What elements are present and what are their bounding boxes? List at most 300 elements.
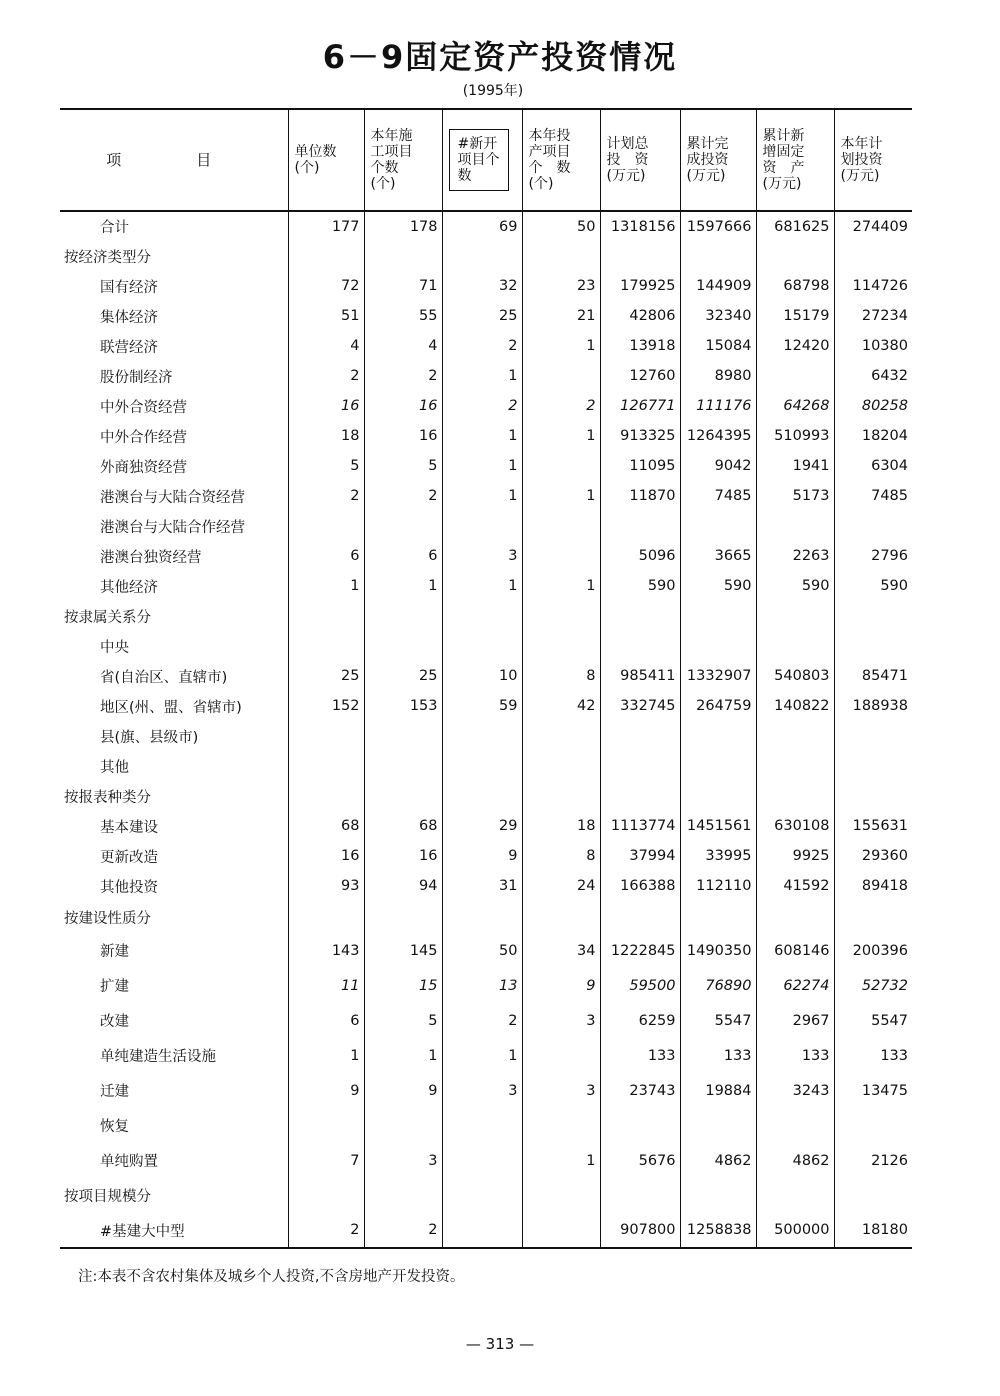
- row-label: 省(自治区、直辖市): [100, 669, 228, 686]
- cell-26-0: 6: [288, 1003, 364, 1038]
- row-label: 国有经济: [100, 279, 158, 296]
- cell-31-7: [834, 1178, 912, 1213]
- table-row: [60, 331, 912, 361]
- column-header-8: 本年计 划投资 (万元): [834, 109, 912, 211]
- cell-15-0: 25: [288, 661, 364, 691]
- cell-27-5: 133: [680, 1038, 756, 1073]
- cell-25-6: 62274: [756, 968, 834, 1003]
- cell-30-2: [442, 1143, 522, 1178]
- row-label: 股份制经济: [100, 369, 173, 386]
- cell-3-3: 21: [522, 301, 600, 331]
- cell-22-5: 112110: [680, 871, 756, 901]
- cell-25-4: 59500: [600, 968, 680, 1003]
- cell-24-7: 200396: [834, 933, 912, 968]
- cell-25-0: 11: [288, 968, 364, 1003]
- cell-19-5: [680, 781, 756, 811]
- row-label: #基建大中型: [60, 1213, 288, 1248]
- cell-31-1: [364, 1178, 442, 1213]
- cell-1-0: [288, 241, 364, 271]
- cell-21-0: 16: [288, 841, 364, 871]
- row-label: 改建: [100, 1014, 129, 1030]
- row-label: 单纯建造生活设施: [100, 1049, 216, 1065]
- page-number: — 313 —: [465, 1335, 535, 1353]
- cell-0-4: 1318156: [600, 211, 680, 241]
- table-row: [60, 1143, 912, 1178]
- cell-10-5: [680, 511, 756, 541]
- cell-30-3: 1: [522, 1143, 600, 1178]
- cell-16-1: 153: [364, 691, 442, 721]
- cell-31-4: [600, 1178, 680, 1213]
- cell-16-7: 188938: [834, 691, 912, 721]
- row-label: 按隶属关系分: [64, 609, 151, 626]
- cell-13-4: [600, 601, 680, 631]
- table-row: [60, 361, 912, 391]
- row-label: 港澳台独资经营: [100, 549, 202, 566]
- cell-17-2: [442, 721, 522, 751]
- cell-13-2: [442, 601, 522, 631]
- cell-5-2: 1: [442, 361, 522, 391]
- cell-9-5: 7485: [680, 481, 756, 511]
- cell-6-6: 64268: [756, 391, 834, 421]
- column-header-7: 累计新 增固定 资 产 (万元): [756, 109, 834, 211]
- cell-26-6: 2967: [756, 1003, 834, 1038]
- cell-1-4: [600, 241, 680, 271]
- cell-6-5: 111176: [680, 391, 756, 421]
- cell-2-3: 23: [522, 271, 600, 301]
- table-row: [60, 271, 912, 301]
- cell-24-5: 1490350: [680, 933, 756, 968]
- cell-10-2: [442, 511, 522, 541]
- cell-3-7: 27234: [834, 301, 912, 331]
- cell-28-4: 23743: [600, 1073, 680, 1108]
- cell-10-3: [522, 511, 600, 541]
- cell-6-2: 2: [442, 391, 522, 421]
- table-row: [60, 481, 912, 511]
- new-projects-header-box: #新开 项目个 数: [449, 129, 509, 191]
- cell-2-4: 179925: [600, 271, 680, 301]
- table-row: [60, 631, 912, 661]
- cell-9-2: 1: [442, 481, 522, 511]
- table-row: [60, 751, 912, 781]
- cell-8-7: 6304: [834, 451, 912, 481]
- cell-0-1: 178: [364, 211, 442, 241]
- cell-9-7: 7485: [834, 481, 912, 511]
- row-label: 基本建设: [100, 819, 158, 836]
- cell-17-6: [756, 721, 834, 751]
- cell-29-4: [600, 1108, 680, 1143]
- cell-0-0: 177: [288, 211, 364, 241]
- cell-28-6: 3243: [756, 1073, 834, 1108]
- cell-9-0: 2: [288, 481, 364, 511]
- row-label: 港澳台与大陆合资经营: [100, 489, 245, 506]
- cell-2-1: 71: [364, 271, 442, 301]
- table-row: [60, 1213, 912, 1248]
- cell-29-7: [834, 1108, 912, 1143]
- cell-30-4: 5676: [600, 1143, 680, 1178]
- cell-17-7: [834, 721, 912, 751]
- cell-32-5: 1258838: [680, 1213, 756, 1248]
- cell-4-6: 12420: [756, 331, 834, 361]
- row-label: 港澳台与大陆合作经营: [100, 519, 245, 536]
- cell-27-1: 1: [364, 1038, 442, 1073]
- cell-18-0: [288, 751, 364, 781]
- cell-16-6: 140822: [756, 691, 834, 721]
- cell-27-6: 133: [756, 1038, 834, 1073]
- cell-26-5: 5547: [680, 1003, 756, 1038]
- cell-15-4: 985411: [600, 661, 680, 691]
- cell-27-3: [522, 1038, 600, 1073]
- cell-22-6: 41592: [756, 871, 834, 901]
- cell-11-7: 2796: [834, 541, 912, 571]
- row-label: 其他投资: [100, 879, 158, 896]
- cell-9-6: 5173: [756, 481, 834, 511]
- cell-28-5: 19884: [680, 1073, 756, 1108]
- cell-7-3: 1: [522, 421, 600, 451]
- cell-32-0: 2: [288, 1213, 364, 1248]
- cell-0-2: 69: [442, 211, 522, 241]
- cell-8-3: [522, 451, 600, 481]
- cell-13-0: [288, 601, 364, 631]
- table-row: [60, 211, 912, 241]
- cell-1-7: [834, 241, 912, 271]
- cell-20-3: 18: [522, 811, 600, 841]
- cell-4-1: 4: [364, 331, 442, 361]
- cell-31-3: [522, 1178, 600, 1213]
- cell-29-0: [288, 1108, 364, 1143]
- cell-16-2: 59: [442, 691, 522, 721]
- cell-6-4: 126771: [600, 391, 680, 421]
- cell-11-3: [522, 541, 600, 571]
- row-label: 按报表种类分: [64, 789, 151, 806]
- cell-13-5: [680, 601, 756, 631]
- cell-16-0: 152: [288, 691, 364, 721]
- table-row: [60, 541, 912, 571]
- table-row: [60, 241, 912, 271]
- cell-19-2: [442, 781, 522, 811]
- cell-17-3: [522, 721, 600, 751]
- cell-14-7: [834, 631, 912, 661]
- cell-15-7: 85471: [834, 661, 912, 691]
- cell-8-4: 11095: [600, 451, 680, 481]
- year-subtitle: (1995年): [462, 83, 524, 99]
- cell-21-5: 33995: [680, 841, 756, 871]
- cell-12-5: 590: [680, 571, 756, 601]
- cell-32-7: 18180: [834, 1213, 912, 1248]
- cell-15-2: 10: [442, 661, 522, 691]
- cell-29-6: [756, 1108, 834, 1143]
- cell-32-1: 2: [364, 1213, 442, 1248]
- cell-19-3: [522, 781, 600, 811]
- cell-5-3: [522, 361, 600, 391]
- cell-7-5: 1264395: [680, 421, 756, 451]
- cell-17-0: [288, 721, 364, 751]
- cell-2-2: 32: [442, 271, 522, 301]
- cell-15-5: 1332907: [680, 661, 756, 691]
- cell-29-2: [442, 1108, 522, 1143]
- cell-19-0: [288, 781, 364, 811]
- table-row: [60, 811, 912, 841]
- page-title: 6－9固定资产投资情况: [322, 38, 678, 76]
- row-label: 中外合资经营: [100, 399, 187, 416]
- column-header-4: 本年投 产项目 个 数 (个): [522, 109, 600, 211]
- cell-11-4: 5096: [600, 541, 680, 571]
- table-row: [60, 933, 912, 968]
- table-row: [60, 1108, 912, 1143]
- cell-8-0: 5: [288, 451, 364, 481]
- table-row: [60, 781, 912, 811]
- table-header: [60, 109, 912, 211]
- cell-18-1: [364, 751, 442, 781]
- cell-25-2: 13: [442, 968, 522, 1003]
- cell-17-1: [364, 721, 442, 751]
- cell-18-4: [600, 751, 680, 781]
- cell-14-1: [364, 631, 442, 661]
- cell-9-4: 11870: [600, 481, 680, 511]
- column-header-5: 计划总 投 资 (万元): [600, 109, 680, 211]
- cell-0-3: 50: [522, 211, 600, 241]
- cell-10-6: [756, 511, 834, 541]
- row-label: 中央: [100, 639, 129, 656]
- cell-11-0: 6: [288, 541, 364, 571]
- cell-19-4: [600, 781, 680, 811]
- cell-8-6: 1941: [756, 451, 834, 481]
- cell-7-2: 1: [442, 421, 522, 451]
- cell-26-3: 3: [522, 1003, 600, 1038]
- cell-30-7: 2126: [834, 1143, 912, 1178]
- cell-1-2: [442, 241, 522, 271]
- cell-15-3: 8: [522, 661, 600, 691]
- cell-7-7: 18204: [834, 421, 912, 451]
- cell-4-0: 4: [288, 331, 364, 361]
- cell-1-5: [680, 241, 756, 271]
- cell-21-6: 9925: [756, 841, 834, 871]
- table-row: [60, 301, 912, 331]
- cell-25-5: 76890: [680, 968, 756, 1003]
- cell-28-0: 9: [288, 1073, 364, 1108]
- cell-31-6: [756, 1178, 834, 1213]
- cell-21-3: 8: [522, 841, 600, 871]
- cell-13-6: [756, 601, 834, 631]
- cell-5-7: 6432: [834, 361, 912, 391]
- cell-21-1: 16: [364, 841, 442, 871]
- cell-20-4: 1113774: [600, 811, 680, 841]
- cell-10-7: [834, 511, 912, 541]
- cell-14-2: [442, 631, 522, 661]
- cell-32-2: [442, 1213, 522, 1248]
- cell-21-4: 37994: [600, 841, 680, 871]
- cell-30-1: 3: [364, 1143, 442, 1178]
- cell-0-7: 274409: [834, 211, 912, 241]
- table-row: [60, 661, 912, 691]
- cell-27-4: 133: [600, 1038, 680, 1073]
- cell-22-0: 93: [288, 871, 364, 901]
- cell-5-4: 12760: [600, 361, 680, 391]
- cell-4-3: 1: [522, 331, 600, 361]
- table-row: [60, 721, 912, 751]
- row-label: 按经济类型分: [64, 249, 151, 266]
- cell-8-2: 1: [442, 451, 522, 481]
- cell-32-6: 500000: [756, 1213, 834, 1248]
- cell-23-4: [600, 901, 680, 933]
- cell-30-6: 4862: [756, 1143, 834, 1178]
- cell-6-1: 16: [364, 391, 442, 421]
- cell-3-0: 51: [288, 301, 364, 331]
- cell-24-6: 608146: [756, 933, 834, 968]
- cell-0-6: 681625: [756, 211, 834, 241]
- cell-10-1: [364, 511, 442, 541]
- cell-20-5: 1451561: [680, 811, 756, 841]
- column-header-0: 项 目: [60, 109, 288, 211]
- row-label: 按项目规模分: [64, 1189, 151, 1205]
- cell-22-1: 94: [364, 871, 442, 901]
- cell-19-6: [756, 781, 834, 811]
- cell-30-0: 7: [288, 1143, 364, 1178]
- cell-26-1: 5: [364, 1003, 442, 1038]
- cell-3-4: 42806: [600, 301, 680, 331]
- cell-12-4: 590: [600, 571, 680, 601]
- cell-23-0: [288, 901, 364, 933]
- row-label: 更新改造: [100, 849, 158, 866]
- cell-15-6: 540803: [756, 661, 834, 691]
- cell-7-6: 510993: [756, 421, 834, 451]
- row-label: 其他: [100, 759, 129, 776]
- cell-6-0: 16: [288, 391, 364, 421]
- cell-18-7: [834, 751, 912, 781]
- cell-23-7: [834, 901, 912, 933]
- cell-1-3: [522, 241, 600, 271]
- cell-5-1: 2: [364, 361, 442, 391]
- cell-18-3: [522, 751, 600, 781]
- cell-10-4: [600, 511, 680, 541]
- cell-24-3: 34: [522, 933, 600, 968]
- cell-5-5: 8980: [680, 361, 756, 391]
- table-row: [60, 511, 912, 541]
- cell-14-5: [680, 631, 756, 661]
- row-label: 新建: [100, 944, 129, 960]
- cell-3-5: 32340: [680, 301, 756, 331]
- cell-26-7: 5547: [834, 1003, 912, 1038]
- cell-20-1: 68: [364, 811, 442, 841]
- row-label: 合计: [100, 220, 129, 236]
- cell-27-0: 1: [288, 1038, 364, 1073]
- cell-11-1: 6: [364, 541, 442, 571]
- cell-14-6: [756, 631, 834, 661]
- cell-24-1: 145: [364, 933, 442, 968]
- cell-9-3: 1: [522, 481, 600, 511]
- cell-31-2: [442, 1178, 522, 1213]
- cell-3-1: 55: [364, 301, 442, 331]
- table-row: [60, 841, 912, 871]
- cell-13-3: [522, 601, 600, 631]
- cell-19-7: [834, 781, 912, 811]
- column-header-6: 累计完 成投资 (万元): [680, 109, 756, 211]
- cell-14-0: [288, 631, 364, 661]
- cell-18-5: [680, 751, 756, 781]
- cell-15-1: 25: [364, 661, 442, 691]
- cell-2-0: 72: [288, 271, 364, 301]
- cell-24-4: 1222845: [600, 933, 680, 968]
- cell-16-3: 42: [522, 691, 600, 721]
- cell-25-7: 52732: [834, 968, 912, 1003]
- cell-4-2: 2: [442, 331, 522, 361]
- column-header-1: 单位数 (个): [288, 109, 364, 211]
- cell-3-2: 25: [442, 301, 522, 331]
- table-row: [60, 871, 912, 901]
- cell-11-6: 2263: [756, 541, 834, 571]
- row-label: 集体经济: [100, 309, 158, 326]
- cell-12-3: 1: [522, 571, 600, 601]
- cell-20-7: 155631: [834, 811, 912, 841]
- row-label: 扩建: [100, 979, 129, 995]
- cell-16-5: 264759: [680, 691, 756, 721]
- table-row: [60, 1178, 912, 1213]
- column-header-3: [442, 109, 522, 211]
- row-label: 迁建: [100, 1084, 129, 1100]
- cell-14-3: [522, 631, 600, 661]
- cell-1-6: [756, 241, 834, 271]
- cell-8-1: 5: [364, 451, 442, 481]
- investment-table: [60, 108, 912, 1249]
- cell-13-1: [364, 601, 442, 631]
- cell-23-6: [756, 901, 834, 933]
- table-row: [60, 1073, 912, 1108]
- cell-12-6: 590: [756, 571, 834, 601]
- cell-2-6: 68798: [756, 271, 834, 301]
- cell-23-2: [442, 901, 522, 933]
- cell-24-0: 143: [288, 933, 364, 968]
- cell-25-3: 9: [522, 968, 600, 1003]
- cell-7-0: 18: [288, 421, 364, 451]
- cell-4-7: 10380: [834, 331, 912, 361]
- cell-21-7: 29360: [834, 841, 912, 871]
- cell-6-7: 80258: [834, 391, 912, 421]
- cell-27-7: 133: [834, 1038, 912, 1073]
- cell-12-0: 1: [288, 571, 364, 601]
- cell-4-5: 15084: [680, 331, 756, 361]
- cell-2-7: 114726: [834, 271, 912, 301]
- row-label: 单纯购置: [100, 1154, 158, 1170]
- cell-1-1: [364, 241, 442, 271]
- cell-24-2: 50: [442, 933, 522, 968]
- cell-26-2: 2: [442, 1003, 522, 1038]
- cell-3-6: 15179: [756, 301, 834, 331]
- cell-20-0: 68: [288, 811, 364, 841]
- cell-12-7: 590: [834, 571, 912, 601]
- cell-9-1: 2: [364, 481, 442, 511]
- row-label: 中外合作经营: [100, 429, 187, 446]
- cell-32-3: [522, 1213, 600, 1248]
- cell-8-5: 9042: [680, 451, 756, 481]
- cell-29-3: [522, 1108, 600, 1143]
- cell-20-6: 630108: [756, 811, 834, 841]
- cell-18-2: [442, 751, 522, 781]
- cell-31-0: [288, 1178, 364, 1213]
- table-row: [60, 968, 912, 1003]
- cell-5-6: [756, 361, 834, 391]
- cell-23-5: [680, 901, 756, 933]
- cell-2-5: 144909: [680, 271, 756, 301]
- cell-19-1: [364, 781, 442, 811]
- cell-10-0: [288, 511, 364, 541]
- row-label: 其他经济: [100, 579, 158, 596]
- cell-12-1: 1: [364, 571, 442, 601]
- row-label: 外商独资经营: [100, 459, 187, 476]
- cell-28-7: 13475: [834, 1073, 912, 1108]
- cell-22-7: 89418: [834, 871, 912, 901]
- table-row: [60, 901, 912, 933]
- cell-28-2: 3: [442, 1073, 522, 1108]
- table-row: [60, 391, 912, 421]
